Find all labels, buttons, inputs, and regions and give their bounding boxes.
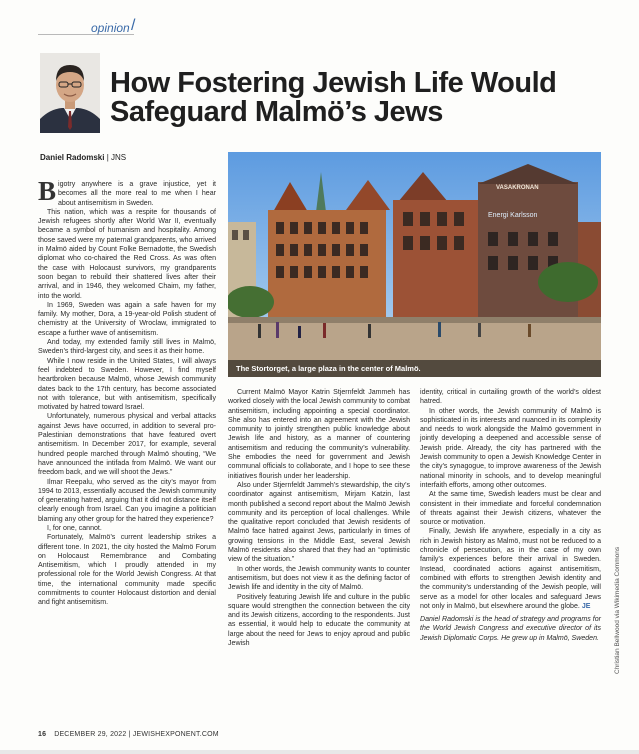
end-mark: JE	[581, 602, 591, 610]
article-paragraph: Also under Stjernfeldt Jammeh’s stewardship, the city’s coordinator against antisemitism, Mirjam Katzin, last month published a second report about the Malmö Jewish community and its perception of local challenges. While the qualitative report concluded that Jewish residents of Malmö face hatred against Jews, particularly in times of growing tensions in the Middle East, several Jewish Malmö residents also shared that they had an “optimistic view of the situation.”	[228, 481, 410, 564]
article-paragraph: Positively featuring Jewish life and culture in the public square would strengthen the connection between the city and its Jewish citizens, according to the respondents. Just as essential, it would help to educate the community at large about the need for Jews to enjoy aproud and public Jewish	[228, 593, 410, 648]
page-number: 16	[38, 731, 47, 738]
section-label: opinion	[91, 21, 130, 35]
headline	[110, 69, 610, 127]
photo-caption: The Stortorget, a large plaza in the center of Malmö.	[236, 364, 421, 373]
headline-line-2: Safeguard Malmö’s Jews	[110, 96, 443, 128]
byline-author: Daniel Radomski	[40, 153, 105, 162]
byline-outlet: JNS	[111, 153, 127, 162]
article-paragraph: And today, my extended family still lives in Malmö, Sweden’s third-largest city, and sees it as their home.	[38, 339, 216, 356]
article-paragraph: This nation, which was a respite for thousands of Jewish refugees shortly after World War II, eventually became a symbol of humanism and hospitality. Among those saved were my paternal grandparents, who arrived in Malmö aided by Count Folke Bernadotte, the Swedish diplomat who co-chaired the Red Cross. As was often the case with Holocaust survivors, my grandparents soon began to rebuild their shattered lives after their arrival, and in 1946, they welcomed Chaim, my father, into the world.	[38, 208, 216, 300]
article-paragraph: While I now reside in the United States, I will always feel indebted to Sweden. However, I find myself heartbroken because Malmö, whose Jewish community dates back to the 17th century, has become associated not with tolerance, but with antisemitism, specifically motivated by hatred toward Israel.	[38, 357, 216, 412]
article-paragraph: At the same time, Swedish leaders must be clear and consistent in their immediate and forceful condemnation of threats against their Jewish citizens, whatever the source or motivation.	[420, 491, 601, 527]
stortorget-photo	[228, 152, 601, 377]
page-footer	[38, 731, 219, 738]
article-paragraph: In other words, the Jewish community of Malmö is sophisticated in its interests and nuanced in its complexity and needs to work alongside the Malmö government in jointly developing a deepened and accessible sense of Jewish pride. Already, the city has partnered with the Jewish community to open a Jewish Knowledge Center in the city’s synagogue, to improve awareness of the Jewish national minority in schools, and to develop meaningful interfaith efforts, among other outcomes.	[420, 407, 601, 489]
drop-cap: B	[38, 176, 57, 206]
article-paragraph: In other words, the Jewish community wants to counter antisemitism, but does not view it as the defining factor of Jewish life and identity in the city of Malmö.	[228, 565, 410, 592]
energi-sign: Energi Karlsson	[488, 212, 538, 219]
headline-line-1: How Fostering Jewish Life Would	[110, 67, 557, 99]
byline	[40, 153, 126, 162]
vasakronan-sign: VASAKRONAN	[496, 185, 539, 191]
author-bio: Daniel Radomski is the head of strategy and programs for the World Jewish Congress and executive director of its Jewish Diplomatic Corps. He grew up in Malmö, Sweden.	[420, 616, 601, 642]
article-column-2	[228, 388, 410, 648]
article-column-3	[420, 388, 601, 643]
footer-rule	[0, 750, 639, 754]
article-paragraph: I, for one, cannot.	[47, 524, 102, 532]
footer-issue: DECEMBER 29, 2022 | JEWISHEXPONENT.COM	[54, 731, 219, 738]
article-paragraph: Unfortunately, numerous physical and verbal attacks against Jews have occurred, in addition to several pro-Palestinian demonstrations that have featured overt antisemitism. In December 2017, for example, several hundred people marched through Malmö shouting, “We have announced the intifada from Malmö. We want our freedom back, and we will shoot the Jews.”	[38, 413, 216, 477]
article-paragraph: Bigotry anywhere is a grave injustice, yet it becomes all the more real to me when I hear about antisemitism in Sweden.	[38, 176, 216, 207]
article-column-1	[38, 176, 216, 608]
article-paragraph: Ilmar Reepalu, who served as the city’s mayor from 1994 to 2013, essentially accused the Jewish community of generating hatred, arguing that it did not distance itself clearly enough from Israel. Can you imagine a politician blaming any other group for the hatred they experience?	[38, 478, 216, 523]
byline-separator: |	[104, 153, 111, 162]
article-paragraph: Current Malmö Mayor Katrin Stjernfeldt Jammeh has worked closely with the local Jewish community to combat antisemitism, including appointing a special coordinator. She also has entered into an agreement with the Jewish community to jointly strengthen public knowledge about Jewish life and history, as a manner of countering antisemitism and reducing the community’s vulnerability. She embodies the need for government and Jewish communal officials to collaborate, and I hope to see these initiatives flourish under her leadership.	[228, 389, 410, 480]
article-paragraph: Fortunately, Malmö’s current leadership strikes a different tone. In 2021, the city hosted the Malmö Forum on Holocaust Remembrance and Combating Antisemitism, which I proudly attended in my professional role for the World Jewish Congress. At that time, the international community made specific commitments to counter Holocaust distortion and denial and fight antisemitism.	[38, 534, 216, 607]
article-paragraph: In 1969, Sweden was again a safe haven for my family. My mother, Dora, a 19-year-old Polish student of chemistry at the University of Wroclaw, immigrated to escape a further wave of antisemitism.	[38, 301, 216, 337]
photo-credit: Christian Bellwood via Wikimedia Commons	[614, 546, 621, 674]
section-slash: /	[131, 17, 136, 34]
author-photo	[40, 53, 100, 133]
article-paragraph: identity, critical in curtailing growth of the world’s oldest hatred.	[420, 389, 601, 406]
article-paragraph: Finally, Jewish life anywhere, especially in a city as rich in Jewish history as Malmö, must not be reduced to a chronicle of persecution, as in the case of my own family’s experiences before their arrival in Sweden. Instead, coordinated actions against antisemitism, combined with efforts to strengthen Jewish identity and the community’s understanding of the Jewish people, will serve as a model for other locales and safeguard Jews not only in Malmö, but elsewhere around the globe. JE	[420, 528, 601, 610]
